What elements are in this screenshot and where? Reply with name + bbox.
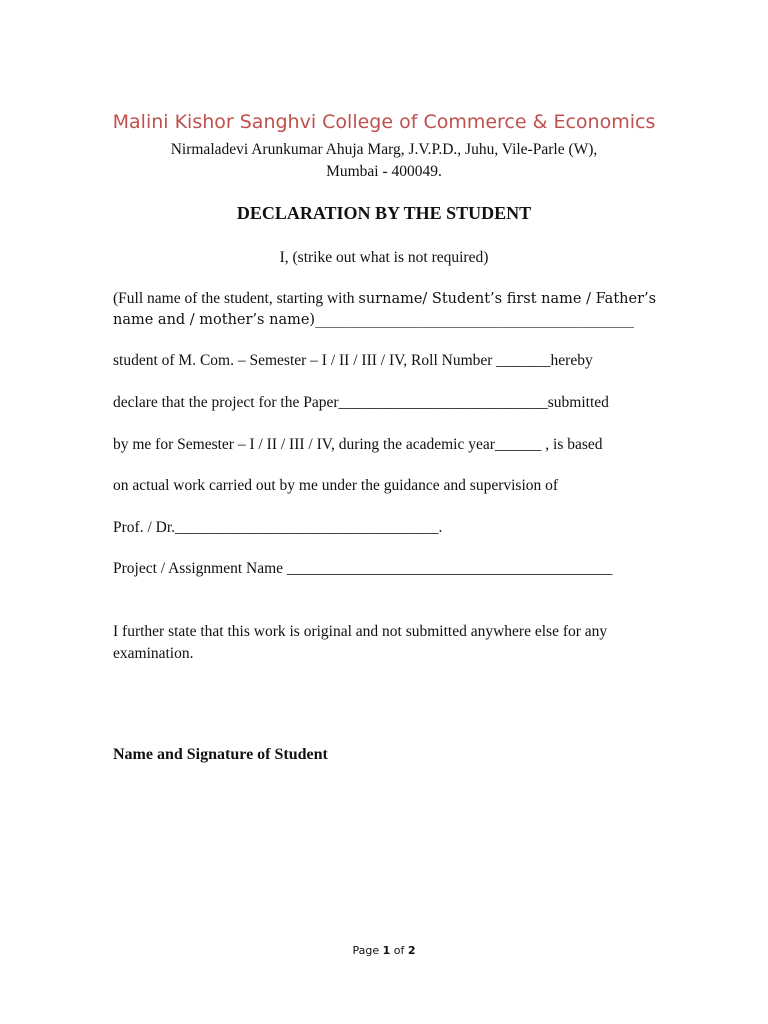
page-number-total: 2 bbox=[407, 944, 416, 957]
full-name-instruction-parts: surname/ Student’s first name / Father’s bbox=[358, 291, 657, 307]
originality-statement-line-2: examination. bbox=[113, 645, 194, 662]
academic-year-line: by me for Semester – I / II / III / IV, during the academic year______ , is based bbox=[113, 436, 603, 453]
address-line-2: Mumbai - 400049. bbox=[326, 163, 442, 180]
page-number-of: of bbox=[390, 944, 408, 957]
signature-label: Name and Signature of Student bbox=[113, 746, 328, 763]
project-name-line: Project / Assignment Name __________________________________________ bbox=[113, 560, 613, 577]
page-number-current: 1 bbox=[382, 944, 391, 957]
guide-name-line: Prof. / Dr.__________________________________. bbox=[113, 519, 443, 536]
declaration-title: DECLARATION BY THE STUDENT bbox=[236, 203, 532, 223]
guidance-line: on actual work carried out by me under the guidance and supervision of bbox=[113, 477, 559, 494]
college-name: Malini Kishor Sanghvi College of Commerce & Economics bbox=[112, 111, 656, 133]
semester-roll-line: student of M. Com. – Semester – I / II / III / IV, Roll Number _______hereby bbox=[113, 352, 593, 369]
full-name-instruction-line-1 bbox=[113, 290, 656, 308]
page-number-prefix: Page bbox=[352, 944, 383, 957]
page-number bbox=[0, 944, 768, 957]
full-name-blank-line: name and / mother’s name)____________________________________________ bbox=[113, 312, 635, 328]
paper-line: declare that the project for the Paper___________________________submitted bbox=[113, 394, 609, 411]
address-line-1: Nirmaladevi Arunkumar Ahuja Marg, J.V.P.D., Juhu, Vile-Parle (W), bbox=[170, 141, 598, 158]
full-name-instruction-prefix: (Full name of the student, starting with bbox=[113, 290, 359, 307]
strike-out-instruction: I, (strike out what is not required) bbox=[279, 249, 489, 266]
originality-statement-line-1: I further state that this work is original and not submitted anywhere else for any bbox=[113, 623, 608, 640]
